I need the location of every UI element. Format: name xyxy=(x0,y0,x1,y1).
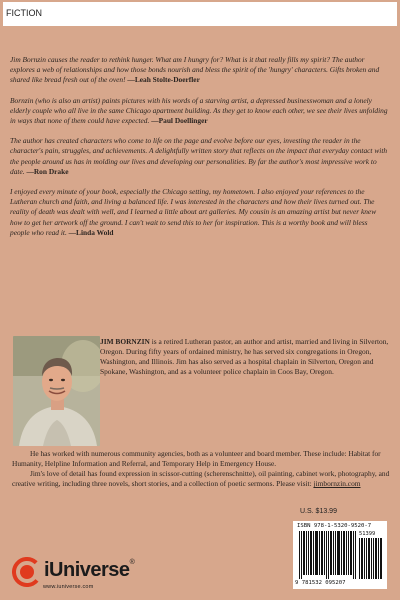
barcode-addon-number: 51399 xyxy=(359,531,376,537)
author-photo xyxy=(13,336,100,446)
author-bio-continued xyxy=(12,449,390,489)
publisher-logo xyxy=(12,553,172,597)
quote-text: I enjoyed every minute of your book, especially the Chicago setting, my hometown. I also enjoyed your references to the Lutheran church and faith, and living a balanced life. I was interested in the characters and how their lives turned out. The reality of death was dealt with well, and I learned a little about art galleries. My cousin is an amazing artist but never knew how to get her artwork off the ground. I can't wait to send this to her for inspiration. This is a worthy book and will bless people who read it. xyxy=(10,187,377,237)
bio-paragraph: He has worked with numerous community agencies, both as a volunteer and board member. These include: Habitat for Humanity, Helpline Information and Referral, and Temporary Help in Emergency House. xyxy=(12,449,381,469)
iuniverse-logo-icon xyxy=(12,557,42,587)
bio-paragraph xyxy=(12,469,390,489)
quote-text: Jim Bornzin causes the reader to rethink hunger. What am I hungry for? What is it that really fills my spirit? The author explores a web of relationships and how those bonds nourish and bless the spirit of the 'hungry' characters. Gifts broken and shared like bread fresh out of the oven! xyxy=(10,55,380,85)
barcode-digits: 9 781532 095207 xyxy=(295,580,346,586)
review-quotes xyxy=(10,55,388,248)
barcode-icon xyxy=(299,531,357,579)
bio-paragraph-text: Jim's love of detail has found expression in scissor-cutting (scherenschnitte), oil painting, cabinet work, photography, and creative writing, including three novels, short stories, and a collection of poetic sermons. Please visit: xyxy=(12,469,390,489)
review-quote xyxy=(10,187,388,238)
category-label: FICTION xyxy=(3,2,397,26)
quote-text: The author has created characters who come to life on the page and evolve before our eyes, investing the reader in the character's pain, struggles, and achievements. A delightfully written story that reflects on the impact that everyday contact with the people around us has in molding our lives and developing our personalities. By far the author's most impressive work to date. xyxy=(10,136,388,176)
price-label: U.S. $13.99 xyxy=(300,508,337,515)
quote-attribution: —Leah Stolte-Doerfler xyxy=(127,75,200,85)
publisher-url: www.iuniverse.com xyxy=(43,584,94,590)
barcode-panel xyxy=(293,521,387,589)
quote-attribution: —Paul Doellinger xyxy=(151,116,208,126)
bio-paragraph: is a retired Lutheran pastor, an author and artist, married and living in Silverton, Oregon. During fifty years of ordained ministry, he has served six congregations in Oregon, Washington, and Illinois. Jim has also served as a hospital chaplain in Silverton, Oregon and Spokane, Washington, and as a volunteer police chaplain in Coos Bay, Oregon. xyxy=(100,337,389,377)
review-quote xyxy=(10,136,388,177)
author-bio xyxy=(100,337,390,377)
quote-attribution: —Ron Drake xyxy=(26,166,69,176)
quote-attribution: —Linda Wold xyxy=(68,227,114,237)
author-website-link[interactable]: jimbornzin.com xyxy=(313,479,361,489)
isbn-text: ISBN 978-1-5320-9520-7 xyxy=(297,523,372,529)
review-quote xyxy=(10,55,388,86)
quote-text: Bornzin (who is also an artist) paints pictures with his words of a starving artist, a depressed businesswoman and a lonely elderly couple who all live in the same Chicago apartment building. As they get to know each other, we see their lives unfolding in ways that none of them could have expected. xyxy=(10,95,388,126)
barcode-addon-icon xyxy=(359,538,383,579)
author-name: JIM BORNZIN xyxy=(100,337,150,346)
review-quote xyxy=(10,96,388,127)
publisher-name: iUniverse® xyxy=(44,559,135,581)
